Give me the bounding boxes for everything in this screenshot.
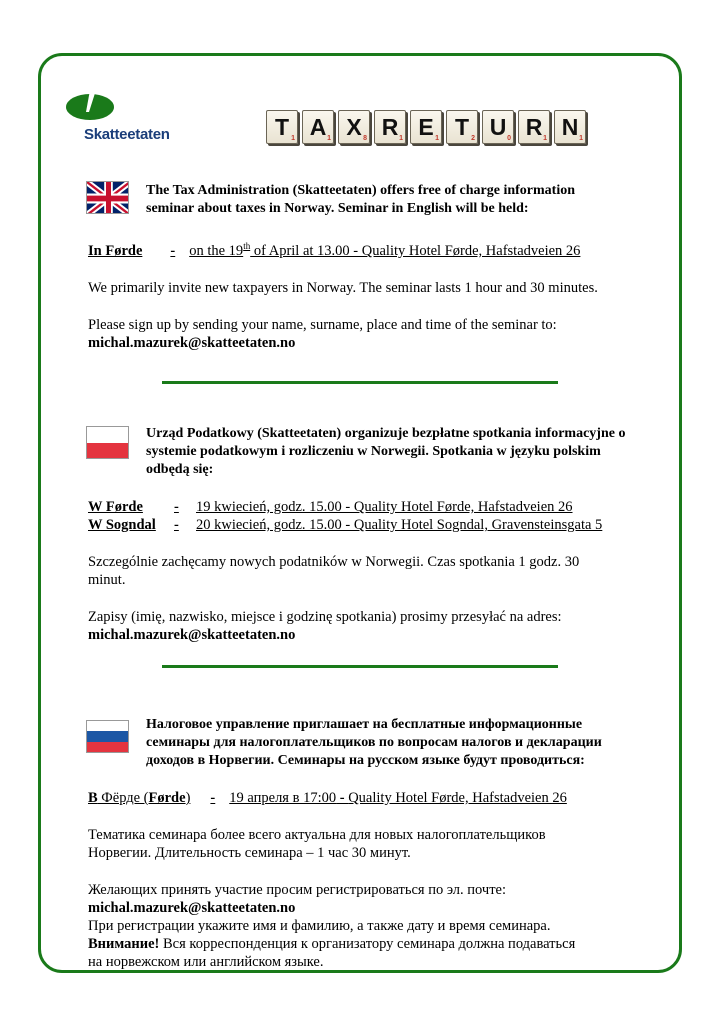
section-divider bbox=[162, 665, 558, 668]
russian-heading-line-1: Налоговое управление приглашает на бесплатные информационные bbox=[146, 717, 583, 732]
tile-letter: U bbox=[489, 114, 507, 140]
tile-points: 1 bbox=[435, 135, 439, 142]
english-invite-text: We primarily invite new taxpayers in Norway. The seminar lasts 1 hour and 30 minutes. bbox=[88, 280, 598, 296]
event-city-native: Førde bbox=[148, 790, 186, 806]
logo-text: Skatteetaten bbox=[84, 126, 170, 143]
tile-letter: N bbox=[561, 114, 579, 140]
event-place: W Sogndal bbox=[88, 517, 156, 533]
polish-heading-line-1: Urząd Podatkowy (Skatteetaten) organizuje bezpłatne spotkania informacyjne o bbox=[146, 426, 626, 441]
event-dash: - bbox=[210, 790, 216, 806]
english-signup-text: Please sign up by sending your name, surname, place and time of the seminar to: bbox=[88, 317, 557, 333]
russian-topic-line-2: Норвегии. Длительность семинара – 1 час 30 минут. bbox=[88, 845, 411, 861]
tile-points: 1 bbox=[291, 135, 295, 142]
event-venue: Quality Hotel Førde, Hafstadveien 26 bbox=[348, 790, 567, 806]
polish-signup-text: Zapisy (imię, nazwisko, miejsce i godzinę spotkania) prosimy przesyłać na adres: bbox=[88, 609, 562, 625]
russian-signup-text: Желающих принять участие просим регистрироваться по эл. почте: bbox=[88, 882, 507, 898]
event-city-close: ) bbox=[185, 790, 191, 806]
tile-points: 2 bbox=[471, 135, 475, 142]
russian-instruction: При регистрации укажите имя и фамилию, а также дату и время семинара. bbox=[88, 918, 551, 934]
section-divider bbox=[162, 381, 558, 384]
event-dash: - bbox=[174, 499, 179, 515]
polish-note-line-2: minut. bbox=[88, 572, 126, 588]
tile-points: 0 bbox=[507, 135, 511, 142]
russian-email[interactable]: michal.mazurek@skatteetaten.no bbox=[88, 900, 296, 916]
poland-flag-icon bbox=[86, 426, 129, 459]
tile-points: 1 bbox=[327, 135, 331, 142]
english-event-line bbox=[88, 242, 580, 260]
tile bbox=[518, 110, 550, 144]
polish-heading-line-3: odbędą się: bbox=[146, 462, 214, 477]
tile-letter: R bbox=[525, 114, 543, 140]
russian-heading-line-2: семинары для налогоплательщиков по вопросам налогов и декларации bbox=[146, 735, 602, 750]
event-date: on the 19 bbox=[189, 243, 244, 259]
tile-points: 1 bbox=[579, 135, 583, 142]
event-sep: - bbox=[336, 790, 349, 806]
event-details: 19 kwiecień, godz. 15.00 - Quality Hotel Førde, Hafstadveien 26 bbox=[196, 499, 573, 515]
tile bbox=[266, 110, 298, 144]
event-place: In Førde bbox=[88, 243, 143, 259]
polish-heading-line-2: systemie podatkowym i rozliczeniu w Norwegii. Spotkania w języku polskim bbox=[146, 444, 601, 459]
tile-letter: T bbox=[274, 114, 290, 140]
tile-letter: T bbox=[454, 114, 470, 140]
tile bbox=[374, 110, 406, 144]
tile bbox=[302, 110, 334, 144]
tile bbox=[482, 110, 514, 144]
event-venue: of April at 13.00 - Quality Hotel Førde, Hafstadveien 26 bbox=[250, 243, 581, 259]
tile bbox=[338, 110, 370, 144]
event-dash: - bbox=[170, 243, 176, 259]
attention-text: Вся корреспонденция к организатору семинара должна подаваться bbox=[159, 936, 576, 952]
event-city: Фёрде ( bbox=[97, 790, 149, 806]
event-details: 20 kwiecień, godz. 15.00 - Quality Hotel Sogndal, Gravensteinsgata 5 bbox=[196, 517, 603, 533]
russian-heading-line-3: доходов в Норвегии. Семинары на русском языке будут проводиться: bbox=[146, 753, 585, 768]
russia-flag-icon bbox=[86, 720, 129, 753]
polish-event-forde bbox=[88, 498, 573, 516]
attention-label: Внимание! bbox=[88, 936, 160, 952]
tile bbox=[410, 110, 442, 144]
russian-topic-line-1: Тематика семинара более всего актуальна для новых налогоплательщиков bbox=[88, 827, 546, 843]
event-dash: - bbox=[174, 517, 179, 533]
tile bbox=[446, 110, 478, 144]
tax-return-tiles bbox=[266, 110, 590, 150]
tile-points: 1 bbox=[399, 135, 403, 142]
event-date: 19 апреля в 17:00 bbox=[229, 790, 337, 806]
tile-letter: X bbox=[346, 114, 362, 140]
english-email[interactable]: michal.mazurek@skatteetaten.no bbox=[88, 335, 296, 351]
logo-mark-icon bbox=[62, 88, 122, 128]
tile-points: 8 bbox=[363, 135, 367, 142]
tile-letter: R bbox=[381, 114, 399, 140]
english-heading-line-1: The Tax Administration (Skatteetaten) offers free of charge information bbox=[146, 183, 576, 198]
skatteetaten-logo bbox=[60, 88, 190, 158]
uk-flag-icon bbox=[86, 181, 129, 214]
tile-points: 1 bbox=[543, 135, 547, 142]
tile-letter: E bbox=[418, 114, 434, 140]
event-prefix: В bbox=[88, 790, 98, 806]
polish-event-sogndal bbox=[88, 516, 602, 534]
russian-attention-line-2: на норвежском или английском языке. bbox=[88, 954, 324, 970]
polish-email[interactable]: michal.mazurek@skatteetaten.no bbox=[88, 627, 296, 643]
russian-event-line bbox=[88, 789, 567, 807]
event-date-suffix: th bbox=[243, 241, 251, 252]
tile-letter: A bbox=[309, 114, 327, 140]
russian-attention-line-1 bbox=[88, 935, 575, 953]
tile bbox=[554, 110, 586, 144]
polish-note-line-1: Szczególnie zachęcamy nowych podatników w Norwegii. Czas spotkania 1 godz. 30 bbox=[88, 554, 580, 570]
event-place: W Førde bbox=[88, 499, 143, 515]
english-heading-line-2: seminar about taxes in Norway. Seminar in English will be held: bbox=[146, 201, 529, 216]
